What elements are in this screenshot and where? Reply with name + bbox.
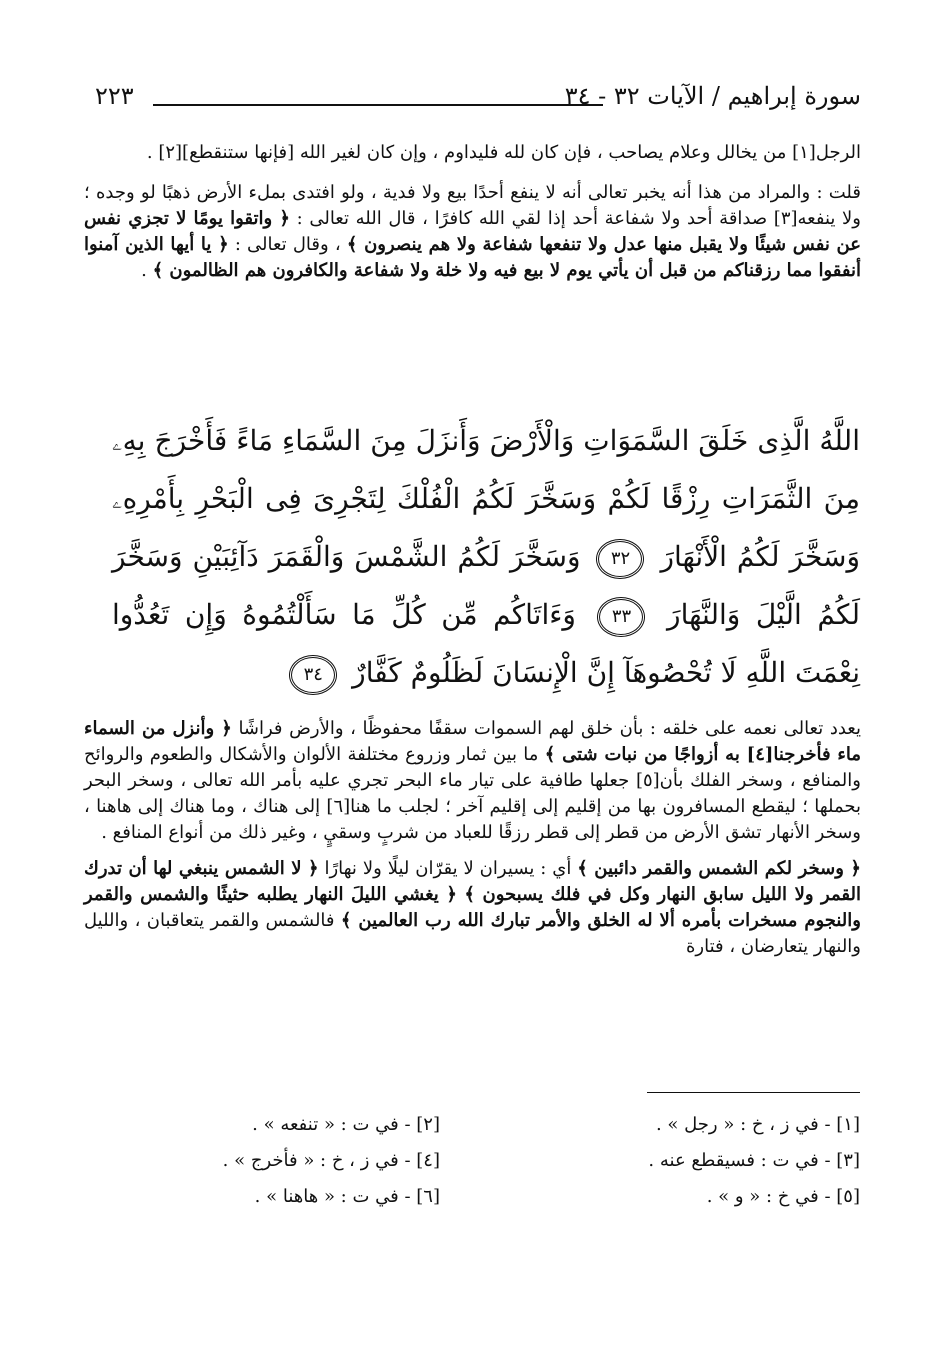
footnote-rule: [647, 1092, 860, 1093]
footnote-2: [٢] - في ت : « تنفعه » .: [252, 1114, 440, 1135]
paragraph-3: [84, 716, 861, 846]
footnote-3: [٣] - في ت : فسيقطع عنه .: [648, 1150, 860, 1171]
surah-title: سورة إبراهيم / الآيات ٣٢ - ٣٤: [564, 82, 861, 110]
quote-verse-3: ﴿ وأنزل من السماء ماء فأخرجنا[٤] به أزواجًا من نبات شتى ﴾: [84, 718, 861, 765]
footnote-5: [٥] - في خ : « و » .: [706, 1186, 860, 1207]
ayah-number-34: ٣٤: [289, 655, 337, 695]
paragraph-2: [84, 180, 861, 284]
footnote-4: [٤] - في ز ، خ : « فأخرج » .: [222, 1150, 440, 1171]
paragraph-3-rest: ما بين ثمار وزروع مختلفة الألوان والأشكال والطعوم والروائح والمنافع ، وسخر الفلك بأن[٥] جعلها طافية على تيار ماء البحر تجري عليه بأمر الله تعالى ، وسخر البحر بحملها ؛ ليقطع المسافرون بها من إقليم إلى إقليم آخر ؛ لجلب ما هنا[٦] إلى هناك ، وما هناك إلى هاهنا ، وسخر الأنهار تشق الأرض من قطر إلى قطر رزقًا للعباد من شربٍ وسقيٍ ، وغير ذلك من أنواع المنافع .: [84, 744, 861, 843]
paragraph-3-start: يعدد تعالى نعمه على خلقه : بأن خلق لهم السموات سقفًا محفوظًا ، والأرض فراشًا: [238, 718, 861, 739]
quote-verse-2: ﴿ يا أيها الذين آمنوا أنفقوا مما رزقناكم من قبل أن يأتي يوم لا بيع فيه ولا خلة ولا شفاعة والكافرون هم الظالمون ﴾: [84, 234, 861, 281]
verse-34: وَءَاتَاكُم مِّن كُلِّ مَا سَأَلْتُمُوهُ وَإِن تَعُدُّوا نِعْمَتَ اللَّهِ لَا تُحْصُوهَآ إِنَّ الْإِنسَانَ لَظَلُومٌ كَفَّارٌ: [112, 598, 860, 689]
verse-32: اللَّهُ الَّذِى خَلَقَ السَّمَوَاتِ وَالْأَرْضَ وَأَنزَلَ مِنَ السَّمَاءِ مَاءً فَأَخْرَجَ بِهِۦ مِنَ الثَّمَرَاتِ رِزْقًا لَكُمْ وَسَخَّرَ لَكُمُ الْفُلْكَ لِتَجْرِىَ فِى الْبَحْرِ بِأَمْرِهِۦ وَسَخَّرَ لَكُمُ الْأَنْهَارَ: [112, 424, 861, 573]
footnote-1: [١] - في ز ، خ : « رجل » .: [655, 1114, 860, 1135]
ayah-number-32: ٣٢: [596, 539, 644, 579]
paragraph-2-mid: ، وقال تعالى :: [234, 234, 341, 255]
page-header: [95, 82, 861, 122]
paragraph-4-start: أي : يسيران لا يقرّان ليلًا ولا نهارًا: [324, 858, 572, 879]
quote-verse-4: ﴿ وسخر لكم الشمس والقمر دائبين ﴾: [577, 858, 861, 879]
paragraph-4-rest: فالشمس والقمر يتعاقبان ، والليل والنهار يتعارضان ، فتارة: [84, 910, 861, 957]
quote-verse-1: ﴿ واتقوا يومًا لا تجزي نفس عن نفس شيئًا ولا يقبل منها عدل ولا تنفعها شفاعة ولا هم ينصرون ﴾: [84, 208, 861, 255]
paragraph-1: الرجل[١] من يخالل وعلام يصاحب ، فإن كان لله فليداوم ، وإن كان لغير الله [فإنها ستنقطع][٢] .: [146, 142, 861, 163]
intro-text: [84, 140, 861, 294]
paragraph-4: [84, 856, 861, 960]
verse-33: وَسَخَّرَ لَكُمُ الشَّمْسَ وَالْقَمَرَ دَآئِبَيْنِ وَسَخَّرَ لَكُمُ الَّيْلَ وَالنَّهَارَ: [112, 540, 860, 631]
page-number: ٢٢٣: [95, 82, 134, 110]
quran-verses: [112, 412, 860, 702]
paragraph-2-intro: قلت : والمراد من هذا أنه يخبر تعالى أنه لا ينفع أحدًا بيع ولا فدية ، ولو افتدى بملء الأرض ذهبًا لو وجده ؛ ولا ينفعه[٣] صداقة أحد ولا شفاعة أحد إذا لقي الله كافرًا ، قال الله تعالى :: [84, 182, 861, 229]
footnote-6: [٦] - في ت : « هاهنا » .: [254, 1186, 440, 1207]
quote-verse-5: ﴿ لا الشمس ينبغي لها أن تدرك القمر ولا الليل سابق النهار وكل في فلك يسبحون ﴾ ﴿ يغشي الليلَ النهار يطلبه حثيثًا والشمس والقمر والنجوم مسخرات بأمره ألا له الخلق والأمر تبارك الله رب العالمين ﴾: [84, 858, 861, 931]
ayah-number-33: ٣٣: [597, 597, 645, 637]
header-rule: [153, 104, 603, 106]
tafsir-text: [84, 716, 861, 970]
paragraph-2-end: .: [141, 260, 147, 281]
